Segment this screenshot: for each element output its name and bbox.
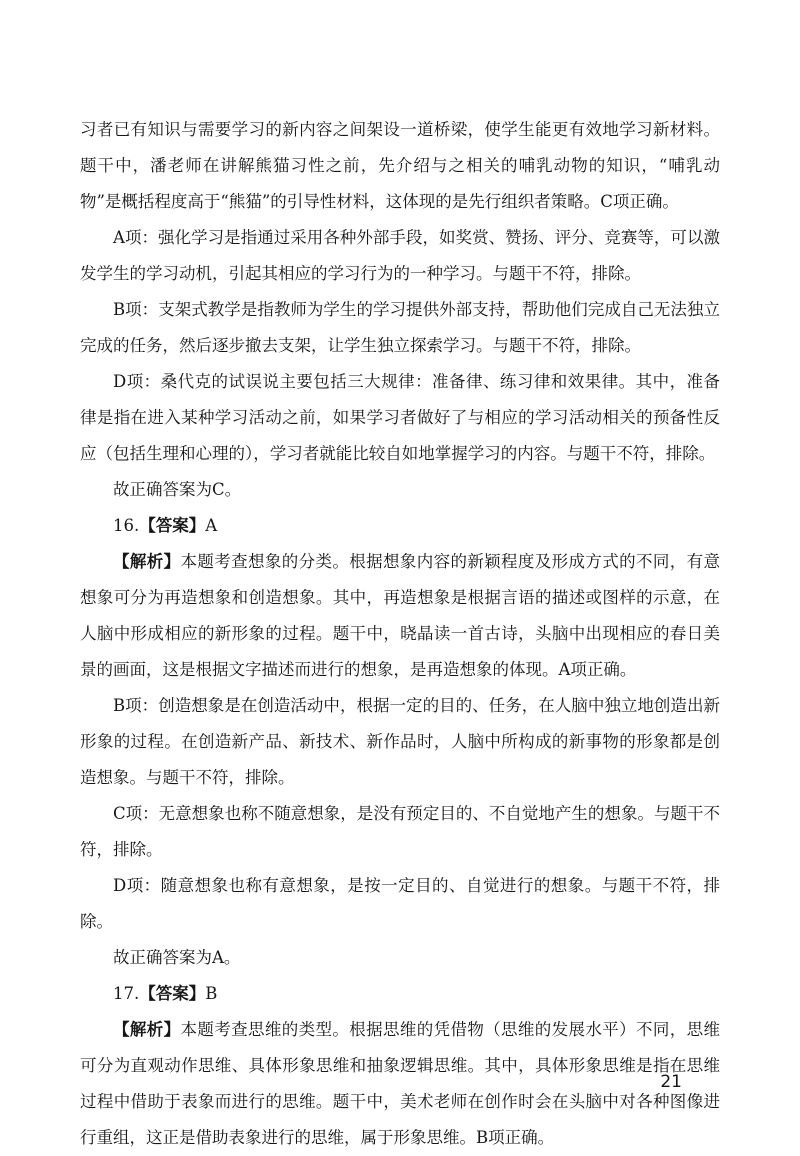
q16-analysis-tag: 【解析】 (113, 552, 181, 571)
q16-option-b: B项：创造想象是在创造活动中，根据一定的目的、任务，在人脑中独立地创造出新形象的过程。在创造新产品、新技术、新作品时，人脑中所构成的新事物的形象都是创造想象。与题干不符，排除。 (80, 696, 720, 787)
q17-analysis-text: 本题考查思维的类型。根据思维的凭借物（思维的发展水平）不同，思维可分为直观动作思维、具体形象思维和抽象逻辑思维。其中，具体形象思维是指在思维过程中借助于表象而进行的思维。题干中，美术老师在创作时会在头脑中对各种图像进行重组，这正是借助表象进行的思维，属于形象思维。B项正确。 (80, 1020, 721, 1147)
q16-analysis-text: 本题考查想象的分类。根据想象内容的新颖程度及形成方式的不同，有意想象可分为再造想象和创造想象。其中，再造想象是根据言语的描述或图样的示意，在人脑中形成相应的新形象的过程。题干中，晓晶读一首古诗，头脑中出现相应的春日美景的画面，这是根据文字描述而进行的想象，是再造想象的体现。A项正确。 (80, 552, 721, 679)
q16-conclusion: 故正确答案为A。 (113, 948, 241, 967)
q16-answer: A (205, 516, 218, 535)
q17-analysis (80, 1012, 720, 1156)
q16-option-c: C项：无意想象也称不随意想象，是没有预定目的、不自觉地产生的想象。与题干不符，排除。 (80, 804, 720, 859)
q15-option-b: B项：支架式教学是指教师为学生的学习提供外部支持，帮助他们完成自己无法独立完成的任务，然后逐步撤去支架，让学生独立探索学习。与题干不符，排除。 (80, 300, 720, 355)
q17-number: 17. (113, 984, 140, 1003)
q16-option-d: D项：随意想象也称有意想象，是按一定目的、自觉进行的想象。与题干不符，排除。 (80, 876, 720, 931)
document-page (80, 112, 720, 1156)
q17-analysis-tag: 【解析】 (113, 1020, 181, 1039)
q17-answer-line (80, 976, 720, 1012)
q16-number: 16. (113, 516, 140, 535)
q17-answer: B (205, 984, 218, 1003)
q15-option-d: D项：桑代克的试误说主要包括三大规律：准备律、练习律和效果律。其中，准备律是指在进入某种学习活动之前，如果学习者做好了与相应的学习活动相关的预备性反应（包括生理和心理的），学习者就能比较自如地掌握学习的内容。与题干不符，排除。 (80, 372, 720, 463)
q17-answer-tag: 【答案】 (139, 984, 206, 1003)
q16-analysis (80, 544, 720, 688)
q15-conclusion: 故正确答案为C。 (113, 480, 242, 499)
q16-answer-line (80, 508, 720, 544)
q16-answer-tag: 【答案】 (139, 516, 206, 535)
q15-option-a: A项：强化学习是指通过采用各种外部手段，如奖赏、赞扬、评分、竞赛等，可以激发学生的学习动机，引起其相应的学习行为的一种学习。与题干不符，排除。 (80, 228, 720, 283)
page-number: 21 (660, 1072, 682, 1092)
q15-analysis-continuation: 习者已有知识与需要学习的新内容之间架设一道桥梁，使学生能更有效地学习新材料。题干中，潘老师在讲解熊猫习性之前，先介绍与之相关的哺乳动物的知识，“哺乳动物”是概括程度高于“熊猫”的引导性材料，这体现的是先行组织者策略。C项正确。 (80, 120, 720, 211)
